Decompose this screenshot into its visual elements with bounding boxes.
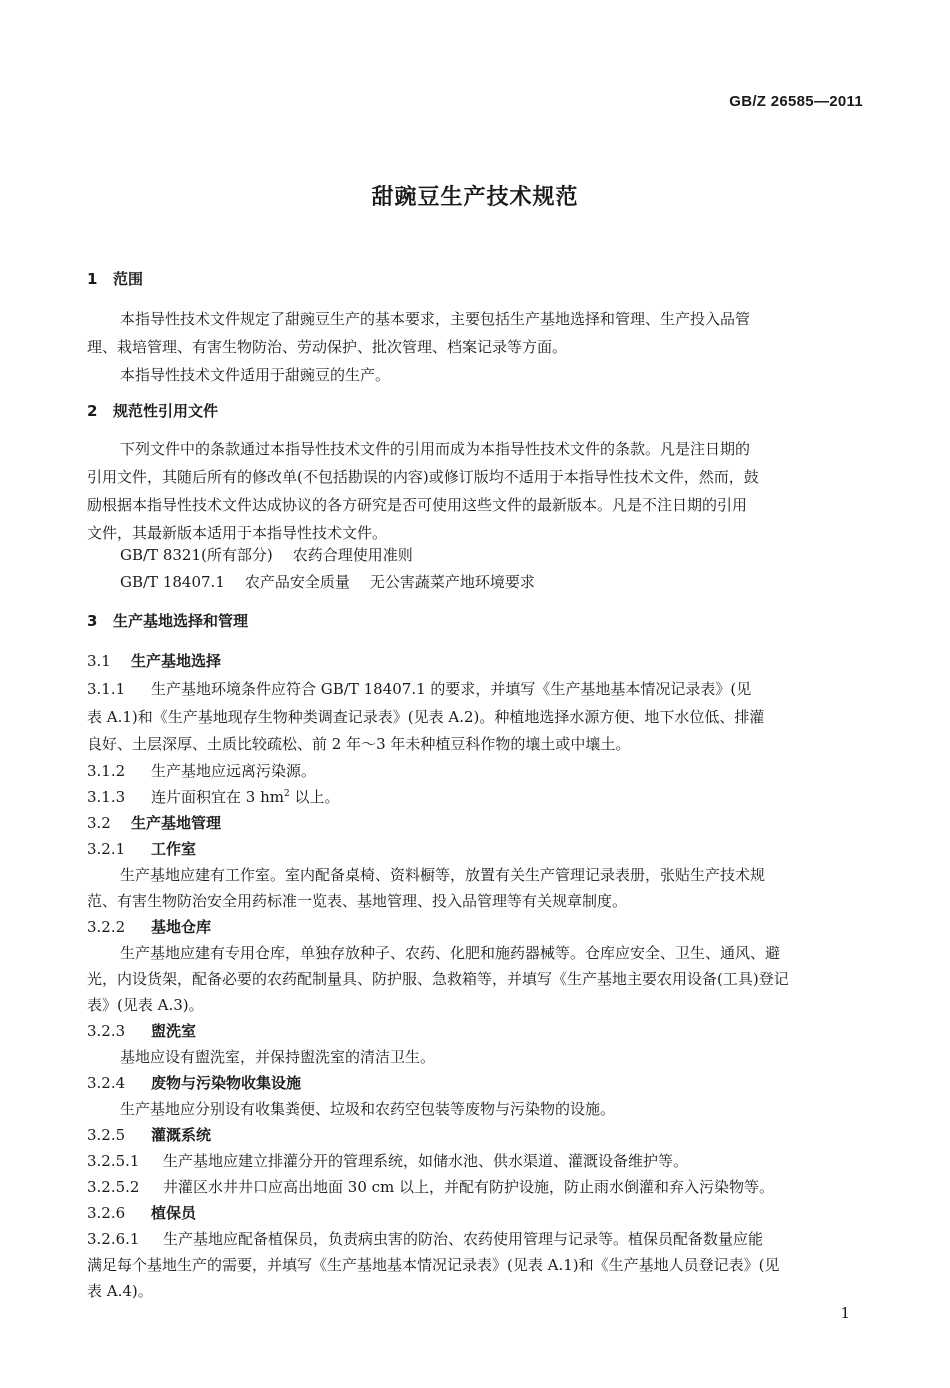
clause-3-2-5-2 [87, 1176, 774, 1197]
clause-3-2-6-1 [87, 1228, 763, 1249]
clause-3-2-1-heading [87, 838, 196, 859]
section-title: 生产基地选择和管理 [113, 612, 249, 630]
clause-text-end: 以上。 [289, 788, 340, 806]
subsection-title: 生产基地管理 [131, 814, 222, 832]
clause-text: 井灌区水井井口应高出地面 30 cm 以上，并配有防护设施，防止雨水倒灌和弃入污染物等。 [163, 1178, 775, 1196]
section-3-heading [87, 610, 248, 631]
clause-number: 3.1.1 [87, 680, 126, 698]
clause-number: 3.2.4 [87, 1074, 126, 1092]
subsection-3-1-heading [87, 650, 221, 671]
clause-3-1-2 [87, 760, 316, 781]
paragraph-line: 文件，其最新版本适用于本指导性技术文件。 [87, 524, 388, 542]
reference-title: 农药合理使用准则 [292, 546, 413, 564]
normative-reference [120, 571, 535, 592]
paragraph-line: 良好、土层深厚、土质比较疏松、前 2 年～3 年未种植豆科作物的壤土或中壤土。 [87, 735, 631, 753]
clause-text: 生产基地应配备植保员，负责病虫害的防治、农药使用管理与记录等。植保员配备数量应能 [163, 1230, 764, 1248]
clause-number: 3.2.5 [87, 1126, 126, 1144]
clause-text: 生产基地环境条件应符合 GB/T 18407.1 的要求，并填写《生产基地基本情况记录表》(见 [151, 680, 752, 698]
clause-text: 生产基地应远离污染源。 [151, 762, 317, 780]
paragraph-line: 基地应设有盥洗室，并保持盥洗室的清洁卫生。 [120, 1048, 436, 1066]
clause-text: 连片面积宜在 3 hm [151, 788, 284, 806]
clause-number: 3.2.2 [87, 918, 126, 936]
subsection-number: 3.2 [87, 814, 111, 832]
paragraph-line: 生产基地应建有专用仓库，单独存放种子、农药、化肥和施药器械等。仓库应安全、卫生、通风、避 [120, 944, 781, 962]
clause-3-2-3-heading [87, 1020, 196, 1041]
paragraph-line: 下列文件中的条款通过本指导性技术文件的引用而成为本指导性技术文件的条款。凡是注日期的 [120, 440, 751, 458]
clause-number: 3.1.2 [87, 762, 126, 780]
paragraph-line: 理、栽培管理、有害生物防治、劳动保护、批次管理、档案记录等方面。 [87, 338, 568, 356]
clause-3-1-3 [87, 786, 339, 807]
clause-text: 生产基地应建立排灌分开的管理系统，如储水池、供水渠道、灌溉设备维护等。 [163, 1152, 689, 1170]
section-number: 1 [87, 270, 98, 288]
paragraph-line: 本指导性技术文件规定了甜豌豆生产的基本要求，主要包括生产基地选择和管理、生产投入品管 [120, 310, 751, 328]
page-number: 1 [840, 1304, 850, 1322]
clause-number: 3.2.5.1 [87, 1152, 140, 1170]
paragraph-line: 励根据本指导性技术文件达成协议的各方研究是否可使用这些文件的最新版本。凡是不注日期的引用 [87, 496, 748, 514]
paragraph-line: 光，内设货架，配备必要的农药配制量具、防护服、急救箱等，并填写《生产基地主要农用设备(工具)登记 [87, 970, 789, 988]
subsection-3-2-heading [87, 812, 221, 833]
paragraph-line: 生产基地应建有工作室。室内配备桌椅、资料橱等，放置有关生产管理记录表册，张贴生产技术规 [120, 866, 766, 884]
paragraph-line: 表 A.4)。 [87, 1282, 153, 1300]
clause-number: 3.2.3 [87, 1022, 126, 1040]
clause-title: 灌溉系统 [151, 1126, 212, 1144]
reference-code: GB/T 8321(所有部分) [120, 546, 273, 564]
paragraph-line: 生产基地应分别设有收集粪便、垃圾和农药空包装等废物与污染物的设施。 [120, 1100, 616, 1118]
clause-3-2-2-heading [87, 916, 211, 937]
clause-number: 3.1.3 [87, 788, 126, 806]
section-title: 规范性引用文件 [113, 402, 219, 420]
subsection-title: 生产基地选择 [131, 652, 222, 670]
clause-title: 废物与污染物收集设施 [151, 1074, 302, 1092]
clause-number: 3.2.5.2 [87, 1178, 140, 1196]
normative-reference [120, 544, 413, 565]
reference-code: GB/T 18407.1 [120, 573, 225, 591]
clause-title: 工作室 [151, 840, 197, 858]
reference-title-part2: 无公害蔬菜产地环境要求 [369, 573, 535, 591]
paragraph-line: 本指导性技术文件适用于甜豌豆的生产。 [120, 366, 391, 384]
section-number: 3 [87, 612, 98, 630]
subsection-number: 3.1 [87, 652, 111, 670]
standard-code: GB/Z 26585—2011 [729, 93, 863, 110]
paragraph-line: 表 A.1)和《生产基地现存生物种类调查记录表》(见表 A.2)。种植地选择水源方便、地下水位低、排灌 [87, 708, 765, 726]
clause-3-2-5-1 [87, 1150, 688, 1171]
section-2-heading [87, 400, 218, 421]
clause-title: 植保员 [151, 1204, 197, 1222]
clause-3-1-1 [87, 678, 751, 699]
clause-title: 基地仓库 [151, 918, 212, 936]
section-1-heading [87, 268, 143, 289]
paragraph-line: 表》(见表 A.3)。 [87, 996, 204, 1014]
clause-3-2-6-heading [87, 1202, 196, 1223]
clause-3-2-5-heading [87, 1124, 211, 1145]
reference-title: 农产品安全质量 [244, 573, 350, 591]
clause-number: 3.2.6 [87, 1204, 126, 1222]
paragraph-line: 范、有害生物防治安全用药标准一览表、基地管理、投入品管理等有关规章制度。 [87, 892, 628, 910]
clause-number: 3.2.1 [87, 840, 126, 858]
clause-number: 3.2.6.1 [87, 1230, 140, 1248]
section-number: 2 [87, 402, 98, 420]
paragraph-line: 引用文件，其随后所有的修改单(不包括勘误的内容)或修订版均不适用于本指导性技术文件，然而，鼓 [87, 468, 759, 486]
paragraph-line: 满足每个基地生产的需要，并填写《生产基地基本情况记录表》(见表 A.1)和《生产基地人员登记表》(见 [87, 1256, 780, 1274]
document-title: 甜豌豆生产技术规范 [371, 185, 579, 210]
clause-title: 盥洗室 [151, 1022, 197, 1040]
superscript: 2 [283, 789, 290, 799]
section-title: 范围 [113, 270, 144, 288]
clause-3-2-4-heading [87, 1072, 301, 1093]
